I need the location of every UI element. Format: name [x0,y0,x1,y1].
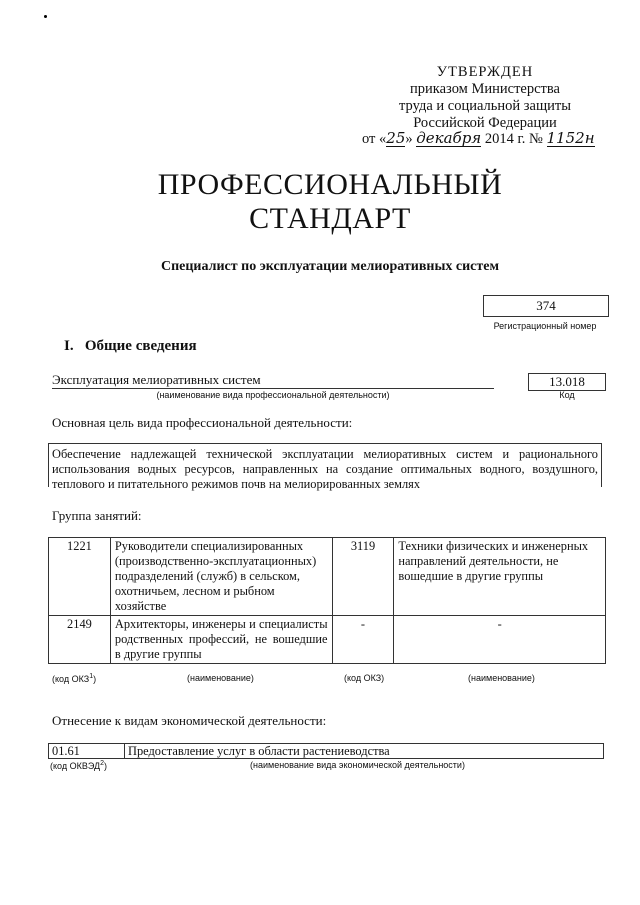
section-heading: I. Общие сведения [64,338,197,354]
registration-number-box: 374 [483,295,609,317]
footnote-mark: 1 [89,673,94,680]
okved-code-caption [50,760,107,771]
occupation-name-cell: Руководители специализированных (производственно-эксплуатационных) подразделений (служб) в сельском, охотничьем, лесном и рыбном хозяйстве [110,538,332,616]
goal-label: Основная цель вида профессиональной деятельности: [52,415,353,430]
handwritten-month: декабря [416,129,482,147]
goal-text-box: Обеспечение надлежащей технической эксплуатации мелиоративных систем и рационального использования водных ресурсов, направленных на создание оптимальных водного, воздушного, теплового и питательного режимов почв на мелиорированных землях [48,443,602,487]
okz-code-caption [52,673,96,684]
occupation-name-cell: - [394,616,606,664]
occupation-name-caption: (наименование) [187,673,254,683]
economic-activity-name-cell: Предоставление услуг в области растениеводства [125,744,604,759]
okved-code-cell: 01.61 [49,744,125,759]
okz-code-cell: 2149 [49,616,111,664]
document-title [100,168,560,236]
order-date-line: от «25» декабря 2014 г. № 1152н [362,129,595,147]
title-line-2: СТАНДАРТ [249,202,411,235]
handwritten-day: 25 [386,129,406,147]
caption-text: ) [104,761,108,771]
date-prefix: от « [362,131,387,147]
okz-code-cell: 3119 [332,538,394,616]
caption-text: (код ОКЗ [52,674,90,684]
footnote-mark: 2 [100,760,105,767]
activity-code-caption: Код [559,390,575,400]
activity-caption: (наименование вида профессиональной деятельности) [156,390,390,400]
approval-line-2: труда и социальной защиты [399,98,571,114]
occupation-group-label: Группа занятий: [52,508,142,523]
standard-name: Специалист по эксплуатации мелиоративных систем [160,259,500,274]
economic-activity-table [48,743,604,759]
table-row [49,538,606,616]
okz-code-caption-2: (код ОКЗ) [344,673,385,683]
approval-line-1: приказом Министерства [410,81,560,97]
occupation-table [48,537,606,664]
scan-speck [44,15,47,18]
economic-activity-caption: (наименование вида экономической деятельности) [250,760,465,770]
occupation-name-cell: Техники физических и инженерных направлений деятельности, не вошедшие в другие группы [394,538,606,616]
caption-text: (код ОКВЭД [50,761,101,771]
occupation-name-cell: Архитекторы, инженеры и специалисты родственных профессий, не вошедшие в другие группы [110,616,332,664]
approval-block [370,64,600,132]
okz-code-cell: - [332,616,394,664]
handwritten-order-number: 1152н [546,129,595,147]
caption-text: ) [93,674,97,684]
economic-activity-label: Отнесение к видам экономической деятельности: [52,713,327,728]
registration-number-label: Регистрационный номер [493,321,597,331]
activity-code-box: 13.018 [528,373,606,391]
title-line-1: ПРОФЕССИОНАЛЬНЫЙ [157,168,503,201]
occupation-name-caption-2: (наименование) [468,673,535,683]
approval-line-3: Российской Федерации [413,115,557,131]
table-row [49,616,606,664]
approval-heading: УТВЕРЖДЕН [436,64,534,80]
date-year: 2014 г. № [484,131,543,147]
table-row [49,744,604,759]
okz-code-cell: 1221 [49,538,111,616]
activity-name: Эксплуатация мелиоративных систем [52,372,494,389]
